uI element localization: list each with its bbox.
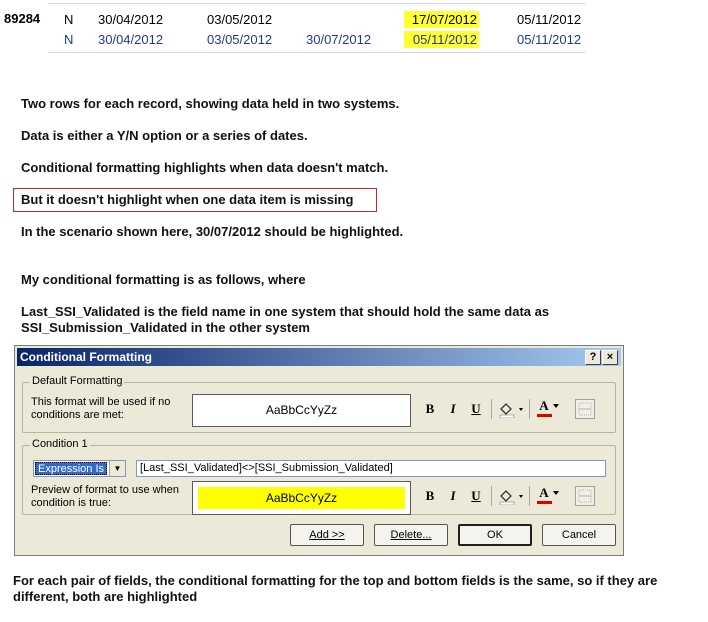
default-italic-button[interactable]: I	[450, 401, 456, 416]
default-formatting-group	[22, 375, 616, 433]
note-field-line1: Last_SSI_Validated is the field name in one system that should hold the same data as	[21, 304, 550, 319]
toolbar-separator	[491, 486, 492, 506]
ok-button[interactable]: OK	[458, 524, 532, 546]
default-underline-button[interactable]: U	[471, 401, 481, 416]
date-cell-highlighted[interactable]: 17/07/2012	[404, 11, 479, 28]
date-cell[interactable]: 03/05/2012	[207, 12, 273, 27]
table-row	[0, 11, 708, 28]
condition-type-select[interactable]	[33, 460, 126, 477]
dialog-title: Conditional Formatting	[20, 350, 152, 364]
close-button[interactable]: ×	[602, 350, 618, 365]
default-font-color-button[interactable]	[535, 400, 565, 418]
default-fill-color-button[interactable]	[497, 400, 527, 418]
delete-condition-button[interactable]	[374, 524, 448, 546]
toolbar-separator	[529, 486, 530, 506]
note-formatting-intro: My conditional formatting is as follows, where	[21, 272, 306, 287]
note-pair-formatting-line1: For each pair of fields, the conditional formatting for the top and bottom fields is the same, so if they are	[13, 573, 658, 588]
delete-button-label: Delete...	[390, 529, 432, 541]
date-cell-highlighted[interactable]: 05/11/2012	[404, 31, 479, 48]
note-data-types: Data is either a Y/N option or a series of dates.	[21, 128, 308, 143]
flag-cell[interactable]: N	[64, 12, 74, 27]
date-cell[interactable]: 30/04/2012	[98, 12, 164, 27]
font-color-swatch	[537, 414, 552, 417]
paint-bucket-icon	[497, 400, 527, 418]
font-color-swatch	[537, 501, 552, 504]
date-cell[interactable]: 03/05/2012	[207, 32, 273, 47]
help-button[interactable]: ?	[585, 350, 601, 365]
font-color-icon: A	[539, 398, 549, 413]
condition-type-value: Expression Is	[35, 462, 107, 475]
note-field-line2: SSI_Submission_Validated in the other system	[21, 320, 310, 335]
note-missing-item-boxed: But it doesn't highlight when one data item is missing	[13, 188, 377, 212]
condition-underline-button[interactable]: U	[471, 488, 481, 503]
chevron-down-icon[interactable]: ▼	[109, 461, 125, 476]
add-condition-button[interactable]	[290, 524, 364, 546]
border-icon	[576, 487, 594, 505]
condition-formula-input[interactable]: [Last_SSI_Validated]<>[SSI_Submission_Validated]	[136, 460, 606, 477]
chevron-down-icon	[553, 491, 561, 497]
toolbar-separator	[491, 399, 492, 419]
condition-bold-button[interactable]: B	[425, 488, 435, 503]
font-color-icon: A	[539, 485, 549, 500]
default-formatting-legend: Default Formatting	[32, 375, 123, 387]
table-bottom-border	[48, 52, 585, 53]
date-cell[interactable]: 30/07/2012	[306, 32, 372, 47]
condition-1-legend: Condition 1	[32, 438, 88, 450]
condition-format-preview	[192, 481, 411, 515]
border-icon	[576, 400, 594, 418]
condition-1-group	[22, 438, 616, 515]
paint-bucket-icon	[497, 487, 527, 505]
date-cell[interactable]: 05/11/2012	[517, 32, 582, 47]
note-highlights: Conditional formatting highlights when data doesn't match.	[21, 160, 389, 175]
record-id: 89284	[4, 11, 41, 26]
condition-italic-button[interactable]: I	[450, 488, 456, 503]
default-borders-button[interactable]	[575, 399, 595, 419]
table-top-border	[48, 3, 585, 4]
note-pair-formatting-line2: different, both are highlighted	[13, 589, 198, 604]
default-desc-line1: This format will be used if no	[31, 396, 171, 408]
note-scenario: In the scenario shown here, 30/07/2012 should be highlighted.	[21, 224, 404, 239]
add-button-label: Add >>	[309, 529, 345, 541]
date-cell[interactable]: 30/04/2012	[98, 32, 164, 47]
chevron-down-icon	[553, 404, 561, 410]
default-format-preview: AaBbCcYyZz	[192, 394, 411, 427]
dialog-titlebar[interactable]	[17, 348, 621, 366]
condition-desc-line1: Preview of format to use when	[31, 484, 179, 496]
conditional-formatting-dialog	[14, 345, 624, 556]
toolbar-separator	[529, 399, 530, 419]
default-bold-button[interactable]: B	[425, 401, 435, 416]
cancel-button[interactable]: Cancel	[542, 524, 616, 546]
condition-fill-color-button[interactable]	[497, 487, 527, 505]
condition-font-color-button[interactable]	[535, 487, 565, 505]
condition-borders-button[interactable]	[575, 486, 595, 506]
default-desc-line2: conditions are met:	[31, 409, 124, 421]
note-two-rows: Two rows for each record, showing data held in two systems.	[21, 96, 400, 111]
condition-preview-text: AaBbCcYyZz	[198, 487, 405, 509]
table-row	[0, 31, 708, 48]
condition-desc-line2: condition is true:	[31, 497, 112, 509]
date-cell[interactable]: 05/11/2012	[517, 12, 582, 27]
flag-cell[interactable]: N	[64, 32, 74, 47]
